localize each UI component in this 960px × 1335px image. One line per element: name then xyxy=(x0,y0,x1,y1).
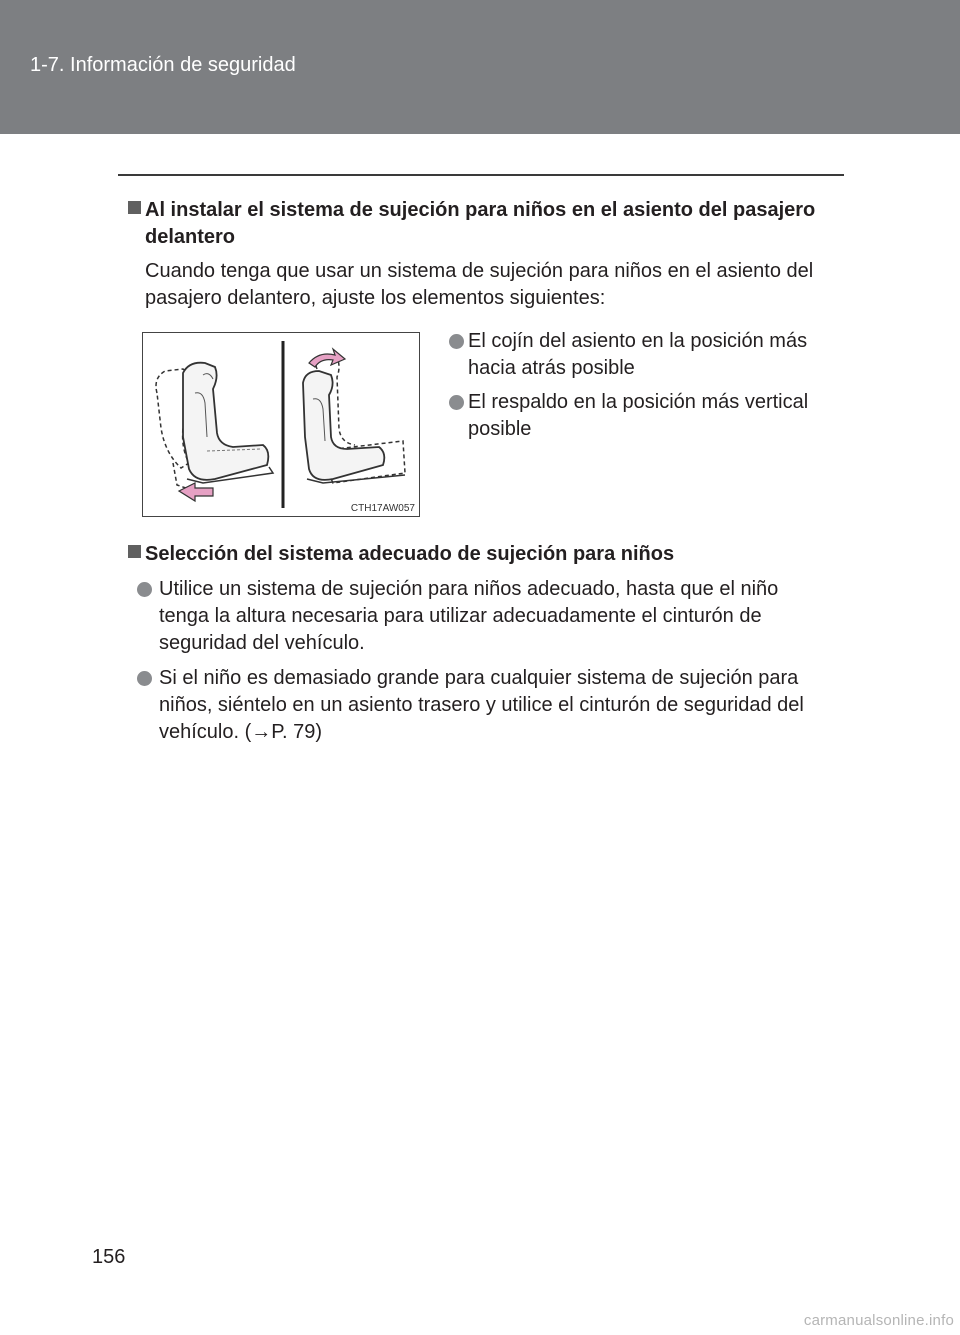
page-number: 156 xyxy=(92,1246,126,1268)
dot-bullet-icon xyxy=(137,671,152,686)
seat-adjustment-figure xyxy=(142,332,420,517)
section1-heading-line2: delantero xyxy=(145,226,236,248)
section2-bullet-1-line3: seguridad del vehículo. xyxy=(159,632,365,654)
watermark: carmanualsonline.info xyxy=(803,1312,954,1329)
section2-bullet-1-line2: tenga la altura necesaria para utilizar adecuadamente el cinturón de xyxy=(159,605,762,627)
dot-bullet-icon xyxy=(449,334,464,349)
section1-intro-line1: Cuando tenga que usar un sistema de sujeción para niños en el asiento del xyxy=(145,260,814,282)
section1-intro-line2: pasajero delantero, ajuste los elementos siguientes: xyxy=(145,287,606,309)
figure-bullet-1-line2: hacia atrás posible xyxy=(468,357,635,379)
square-bullet-icon xyxy=(128,201,141,214)
figure-bullet-1-line1: El cojín del asiento en la posición más xyxy=(468,330,808,352)
section1-heading-line1: Al instalar el sistema de sujeción para niños en el asiento del pasajero xyxy=(145,199,816,221)
figure-bullet-2-line1: El respaldo en la posición más vertical xyxy=(468,391,809,413)
seat-illustration xyxy=(143,333,418,515)
divider-rule xyxy=(118,174,844,176)
dot-bullet-icon xyxy=(449,395,464,410)
section2-bullet-2-line3: vehículo. (→P. 79) xyxy=(159,721,323,743)
section2-heading: Selección del sistema adecuado de sujeción para niños xyxy=(145,543,675,565)
dot-bullet-icon xyxy=(137,582,152,597)
section2-bullet-2-line1: Si el niño es demasiado grande para cualquier sistema de sujeción para xyxy=(159,667,799,689)
square-bullet-icon xyxy=(128,545,141,558)
section-title: 1-7. Información de seguridad xyxy=(30,54,296,76)
section2-bullet-1-line1: Utilice un sistema de sujeción para niños adecuado, hasta que el niño xyxy=(159,578,779,600)
section2-bullet-2-line2: niños, siéntelo en un asiento trasero y utilice el cinturón de seguridad del xyxy=(159,694,804,716)
figure-bullet-2-line2: posible xyxy=(468,418,532,440)
figure-code: CTH17AW057 xyxy=(350,503,415,514)
